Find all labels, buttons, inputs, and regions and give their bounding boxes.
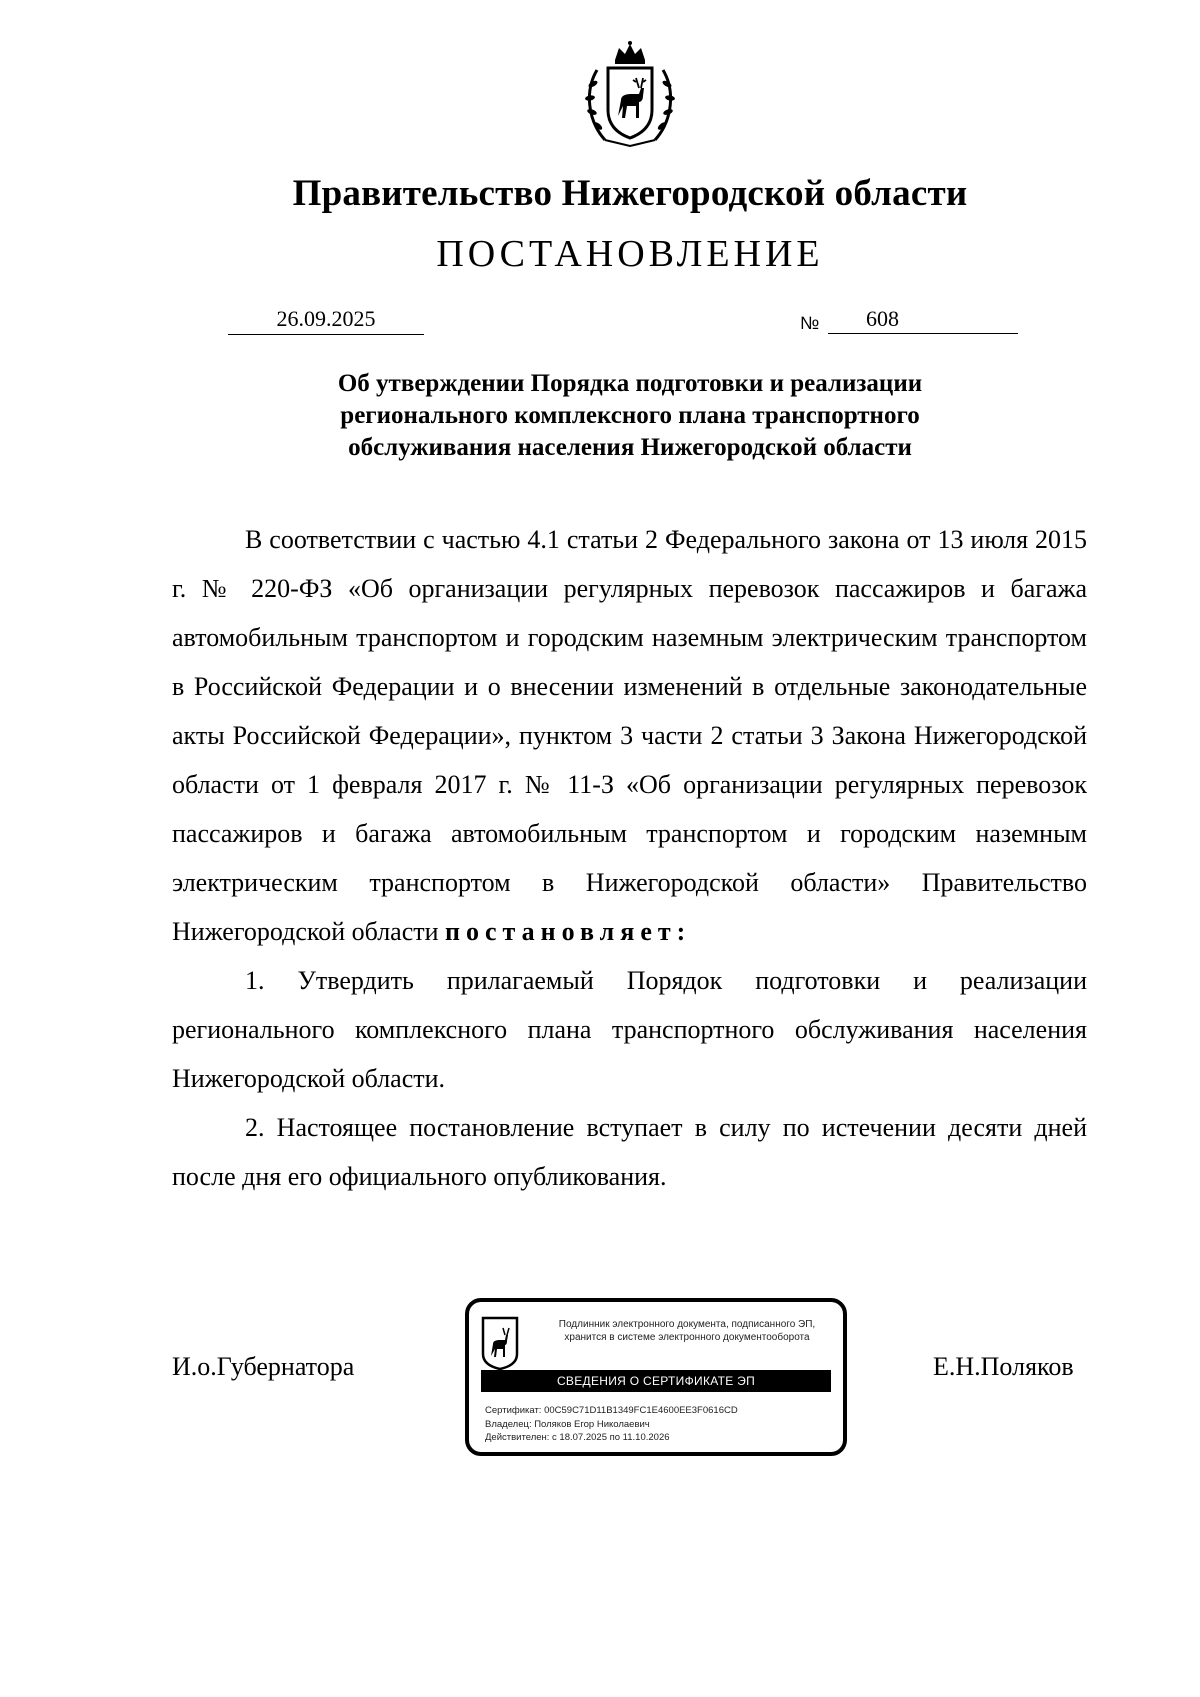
- decree-item-1: 1. Утвердить прилагаемый Порядок подготовки и реализации регионального комплексного плана транспортного обслуживания населения Нижегородской области.: [172, 966, 1087, 1093]
- document-number: 608: [828, 306, 1018, 334]
- stamp-note: [537, 1318, 837, 1344]
- stamp-note-line: Подлинник электронного документа, подписанного ЭП,: [558, 1319, 816, 1330]
- document-body: [172, 515, 1087, 1201]
- coat-of-arms-emblem: [575, 40, 685, 150]
- certificate-validity: Действителен: с 18.07.2025 по 11.10.2026: [485, 1432, 670, 1443]
- number-sign: №: [800, 313, 820, 333]
- decree-item-2: 2. Настоящее постановление вступает в силу по истечении десяти дней после дня его официального опубликования.: [172, 1113, 1087, 1191]
- document-type: ПОСТАНОВЛЕНИЕ: [436, 233, 824, 275]
- certificate-details: [485, 1404, 738, 1445]
- document-subject: [260, 368, 1000, 464]
- decree-word: постановляет:: [445, 917, 692, 946]
- preamble-text: В соответствии с частью 4.1 статьи 2 Федерального закона от 13 июля 2015 г. № 220-ФЗ «Об организации регулярных перевозок пассажиров и багажа автомобильным транспортом и городским наземным электрическим транспортом в Российской Федерации и о внесении изменений в отдельные законодательные акты Российской Федерации», пунктом 3 части 2 статьи 3 Закона Нижегородской области от 1 февраля 2017 г. № 11-З «Об организации регулярных перевозок пассажиров и багажа автомобильным транспортом и городским наземным электрическим транспортом в Нижегородской области» Правительство Нижегородской области: [172, 525, 1087, 946]
- certificate-id: Сертификат: 00C59C71D11B1349FC1E4600EE3F0616CD: [485, 1405, 738, 1416]
- preamble-paragraph: [172, 515, 1087, 956]
- signatory-position: И.о.Губернатора: [172, 1352, 355, 1381]
- subject-line: обслуживания населения Нижегородской области: [348, 434, 912, 461]
- signatory-name: Е.Н.Поляков: [933, 1352, 1074, 1381]
- certificate-band: СВЕДЕНИЯ О СЕРТИФИКАТЕ ЭП: [481, 1370, 831, 1392]
- deer-emblem-icon: [481, 1316, 519, 1370]
- subject-line: регионального комплексного плана транспортного: [340, 402, 920, 429]
- subject-line: Об утверждении Порядка подготовки и реализации: [337, 370, 923, 397]
- electronic-signature-stamp: [465, 1298, 847, 1456]
- certificate-owner: Владелец: Поляков Егор Николаевич: [485, 1418, 650, 1430]
- government-title: Правительство Нижегородской области: [292, 173, 968, 214]
- stamp-note-line: хранится в системе электронного документооборота: [564, 1332, 810, 1343]
- document-date: 26.09.2025: [228, 306, 424, 335]
